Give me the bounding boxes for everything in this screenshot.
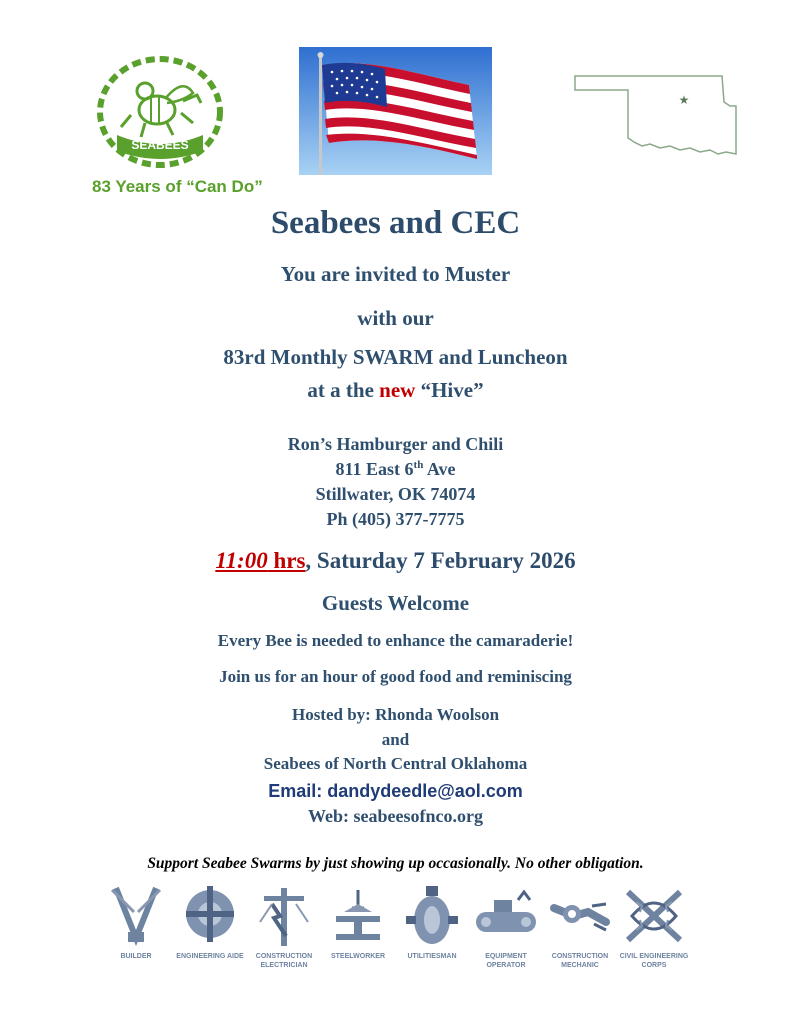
logo-tagline: 83 Years of “Can Do” (92, 177, 263, 196)
street-address (0, 459, 791, 480)
rating-label: STEELWORKER (330, 953, 386, 960)
event-name: 83rd Monthly SWARM and Luncheon (223, 345, 568, 369)
rating-label: CONSTRUCTION MECHANIC (551, 953, 609, 969)
rating-construction-mechanic (544, 880, 616, 980)
rating-construction-electrician (248, 880, 320, 980)
and-line: and (381, 730, 410, 749)
rating-engineering-aide (174, 880, 246, 980)
host-organization: Seabees of North Central Oklahoma (263, 754, 528, 773)
street-ordinal: th (413, 459, 424, 471)
rating-builder (100, 880, 172, 980)
steelworker-icon (326, 882, 390, 952)
american-flag-image (299, 47, 492, 175)
seabees-logo (95, 55, 225, 170)
website-link[interactable]: Web: seabeesofnco.org (308, 806, 483, 826)
street-number: 811 East 6 (335, 459, 414, 479)
event-date: , Saturday 7 February 2026 (305, 548, 576, 573)
hosted-by: Hosted by: Rhonda Woolson (291, 705, 500, 724)
camaraderie-line: Every Bee is needed to enhance the camaraderie! (217, 631, 574, 650)
rating-label: ENGINEERING AIDE (176, 953, 244, 960)
construction-mechanic-icon (548, 882, 612, 952)
rating-utilitiesman (396, 880, 468, 980)
rating-label: CIVIL ENGINEERING CORPS (619, 953, 689, 969)
rating-civil-engineering-corps (618, 880, 690, 980)
engineering-aide-icon (178, 882, 242, 952)
event-time: 11:00 hrs (215, 548, 306, 573)
rating-label: CONSTRUCTION ELECTRICIAN (255, 953, 313, 969)
rating-label: BUILDER (120, 953, 152, 960)
with-our-line: with our (357, 306, 434, 330)
oklahoma-map-icon (572, 72, 742, 158)
venue-note-prefix: at a the (307, 378, 374, 402)
logo-label: SEABEES (131, 138, 189, 152)
venue-name: Ron’s Hamburger and Chili (287, 434, 504, 454)
street-suffix: Ave (426, 459, 456, 479)
rating-label: EQUIPMENT OPERATOR (485, 953, 527, 969)
page-title: Seabees and CEC (270, 205, 521, 241)
builder-icon (104, 882, 168, 952)
civil-engineering-corps-icon (622, 882, 686, 952)
phone-number: Ph (405) 377-7775 (326, 509, 465, 529)
rating-steelworker (322, 880, 394, 980)
rating-equipment-operator (470, 880, 542, 980)
new-highlight: new (379, 378, 416, 402)
rating-label: UTILITIESMAN (407, 953, 457, 960)
utilitiesman-icon (400, 882, 464, 952)
event-date-time (0, 548, 791, 574)
construction-electrician-icon (252, 882, 316, 952)
join-line: Join us for an hour of good food and reminiscing (219, 667, 572, 686)
venue-note-suffix: “Hive” (420, 378, 484, 402)
rating-badges (100, 880, 692, 980)
invite-line: You are invited to Muster (280, 262, 511, 286)
svg-text:★: ★ (678, 93, 690, 107)
equipment-operator-icon (474, 882, 538, 952)
venue-note (0, 378, 791, 403)
city-state-zip: Stillwater, OK 74074 (315, 484, 476, 504)
support-note: Support Seabee Swarms by just showing up occasionally. No other obligation. (147, 855, 644, 872)
guests-welcome: Guests Welcome (321, 591, 470, 615)
email-link[interactable]: Email: dandydeedle@aol.com (268, 781, 523, 801)
